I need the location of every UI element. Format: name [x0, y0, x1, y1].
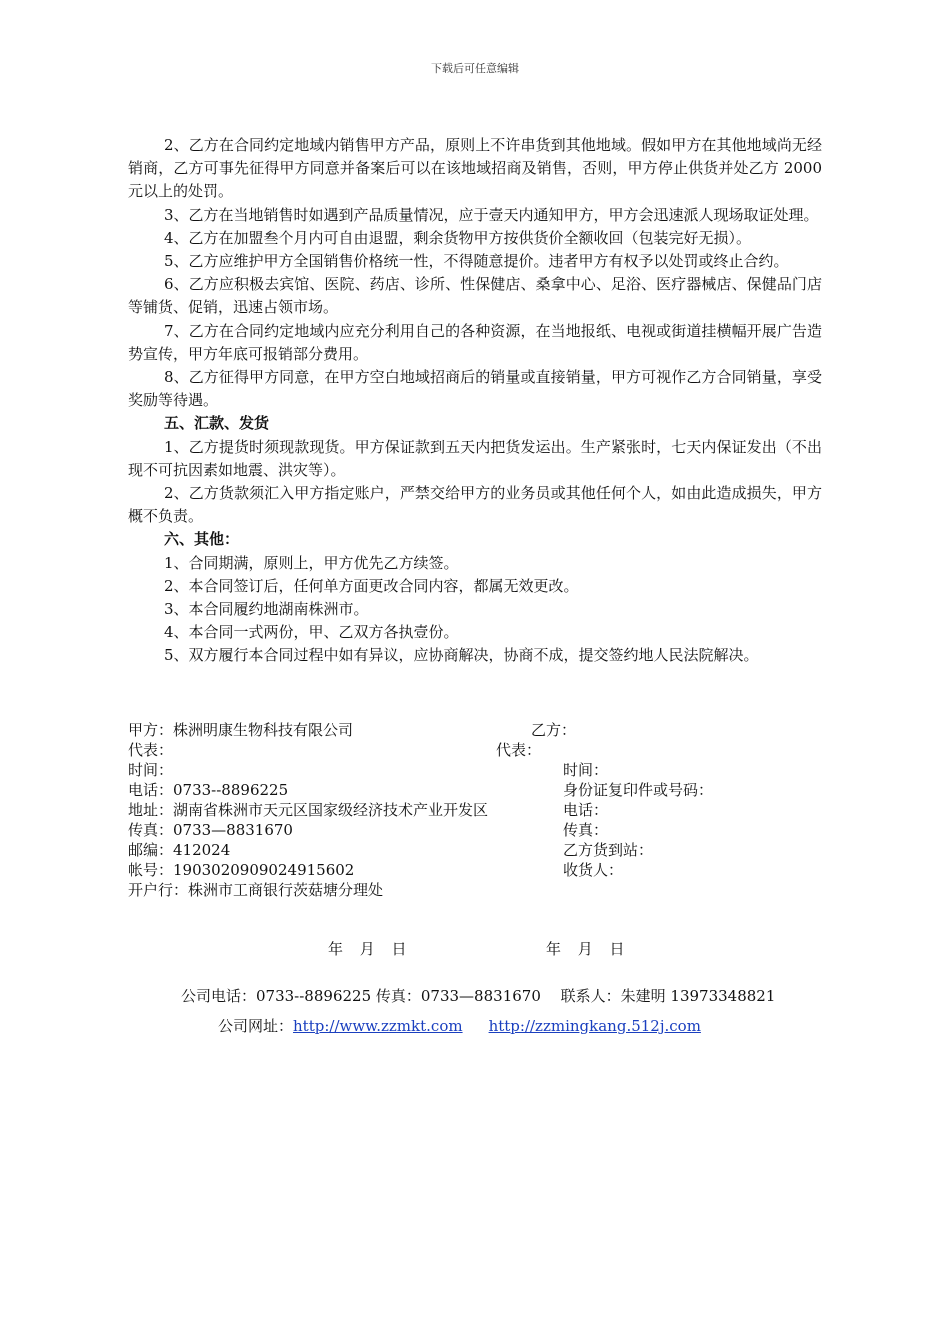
- party-b-receiver: 收货人：: [563, 861, 624, 879]
- contract-clause: 2、本合同签订后，任何单方面更改合同内容，都属无效更改。: [164, 576, 579, 595]
- party-a-account: 帐号：1903020909024915602: [128, 861, 355, 879]
- date-party-b: 年 月 日: [546, 940, 631, 958]
- website-label: 公司网址：: [218, 1017, 294, 1035]
- party-a-postcode: 邮编：412024: [128, 841, 231, 859]
- contract-clause: 4、本合同一式两份，甲、乙双方各执壹份。: [164, 623, 459, 642]
- party-a-phone: 电话：0733--8896225: [128, 781, 289, 799]
- company-contact-line: 公司电话：0733--8896225 传真：0733—8831670 联系人：朱建明 13973348821: [181, 987, 776, 1005]
- party-b-time: 时间：: [563, 761, 609, 779]
- party-a-time: 时间：: [128, 761, 174, 779]
- party-a-fax: 传真：0733—8831670: [128, 821, 293, 839]
- contract-clause: 2、乙方货款须汇入甲方指定账户，严禁交给甲方的业务员或其他任何个人，如由此造成损失，甲方概不负责。: [128, 484, 822, 526]
- contract-clause: 1、合同期满，原则上，甲方优先乙方续签。: [164, 553, 459, 572]
- contract-clause: 5、乙方应维护甲方全国销售价格统一性，不得随意提价。违者甲方有权予以处罚或终止合约。: [164, 252, 789, 271]
- contract-clause: 1、乙方提货时须现款现货。甲方保证款到五天内把货发运出。生产紧张时，七天内保证发出（不出现不可抗因素如地震、洪灾等）。: [128, 437, 822, 479]
- section-heading: 六、其他：: [164, 530, 240, 549]
- contract-clause: 7、乙方在合同约定地域内应充分利用自己的各种资源，在当地报纸、电视或街道挂横幅开展广告造势宣传，甲方年底可报销部分费用。: [128, 321, 822, 363]
- party-b-id-number: 身份证复印件或号码：: [563, 781, 714, 799]
- date-party-a: 年 月 日: [328, 940, 413, 958]
- contract-clause: 5、双方履行本合同过程中如有异议，应协商解决，协商不成，提交签约地人民法院解决。: [164, 646, 759, 665]
- company-website-line: [218, 1015, 701, 1036]
- contract-clause: 3、乙方在当地销售时如遇到产品质量情况，应于壹天内通知甲方，甲方会迅速派人现场取证处理。: [164, 205, 819, 224]
- party-a-representative: 代表：: [128, 741, 174, 759]
- party-b-destination-station: 乙方货到站：: [563, 841, 654, 859]
- party-b-representative: 代表：: [496, 741, 542, 759]
- party-a-bank: 开户行：株洲市工商银行茨菇塘分理处: [128, 881, 384, 899]
- party-a-address: 地址：湖南省株洲市天元区国家级经济技术产业开发区: [128, 801, 489, 819]
- contract-body: [128, 134, 822, 668]
- section-heading: 五、汇款、发货: [164, 414, 270, 433]
- contract-clause: 6、乙方应积极去宾馆、医院、药店、诊所、性保健店、桑拿中心、足浴、医疗器械店、保健品门店等铺货、促销，迅速占领市场。: [128, 275, 822, 317]
- party-b-name: 乙方：: [531, 721, 577, 739]
- party-b-fax: 传真：: [563, 821, 609, 839]
- website-link-1[interactable]: http://www.zzmkt.com: [293, 1017, 463, 1035]
- contract-clause: 8、乙方征得甲方同意，在甲方空白地域招商后的销量或直接销量，甲方可视作乙方合同销量，享受奖励等待遇。: [128, 368, 822, 410]
- party-a-name: 甲方：株洲明康生物科技有限公司: [128, 721, 354, 739]
- contract-clause: 2、乙方在合同约定地域内销售甲方产品，原则上不许串货到其他地域。假如甲方在其他地域尚无经销商，乙方可事先征得甲方同意并备案后可以在该地域招商及销售，否则，甲方停止供货并处乙方 2000 元以上的处罚。: [128, 136, 822, 201]
- website-link-2[interactable]: http://zzmingkang.512j.com: [488, 1017, 701, 1035]
- signing-dates: [0, 938, 950, 962]
- signature-block: [128, 721, 828, 911]
- contract-clause: 4、乙方在加盟叁个月内可自由退盟，剩余货物甲方按供货价全额收回（包装完好无损）。: [164, 228, 752, 247]
- contract-clause: 3、本合同履约地湖南株洲市。: [164, 600, 369, 619]
- party-b-phone: 电话：: [563, 801, 609, 819]
- header-note: 下载后可任意编辑: [431, 62, 519, 75]
